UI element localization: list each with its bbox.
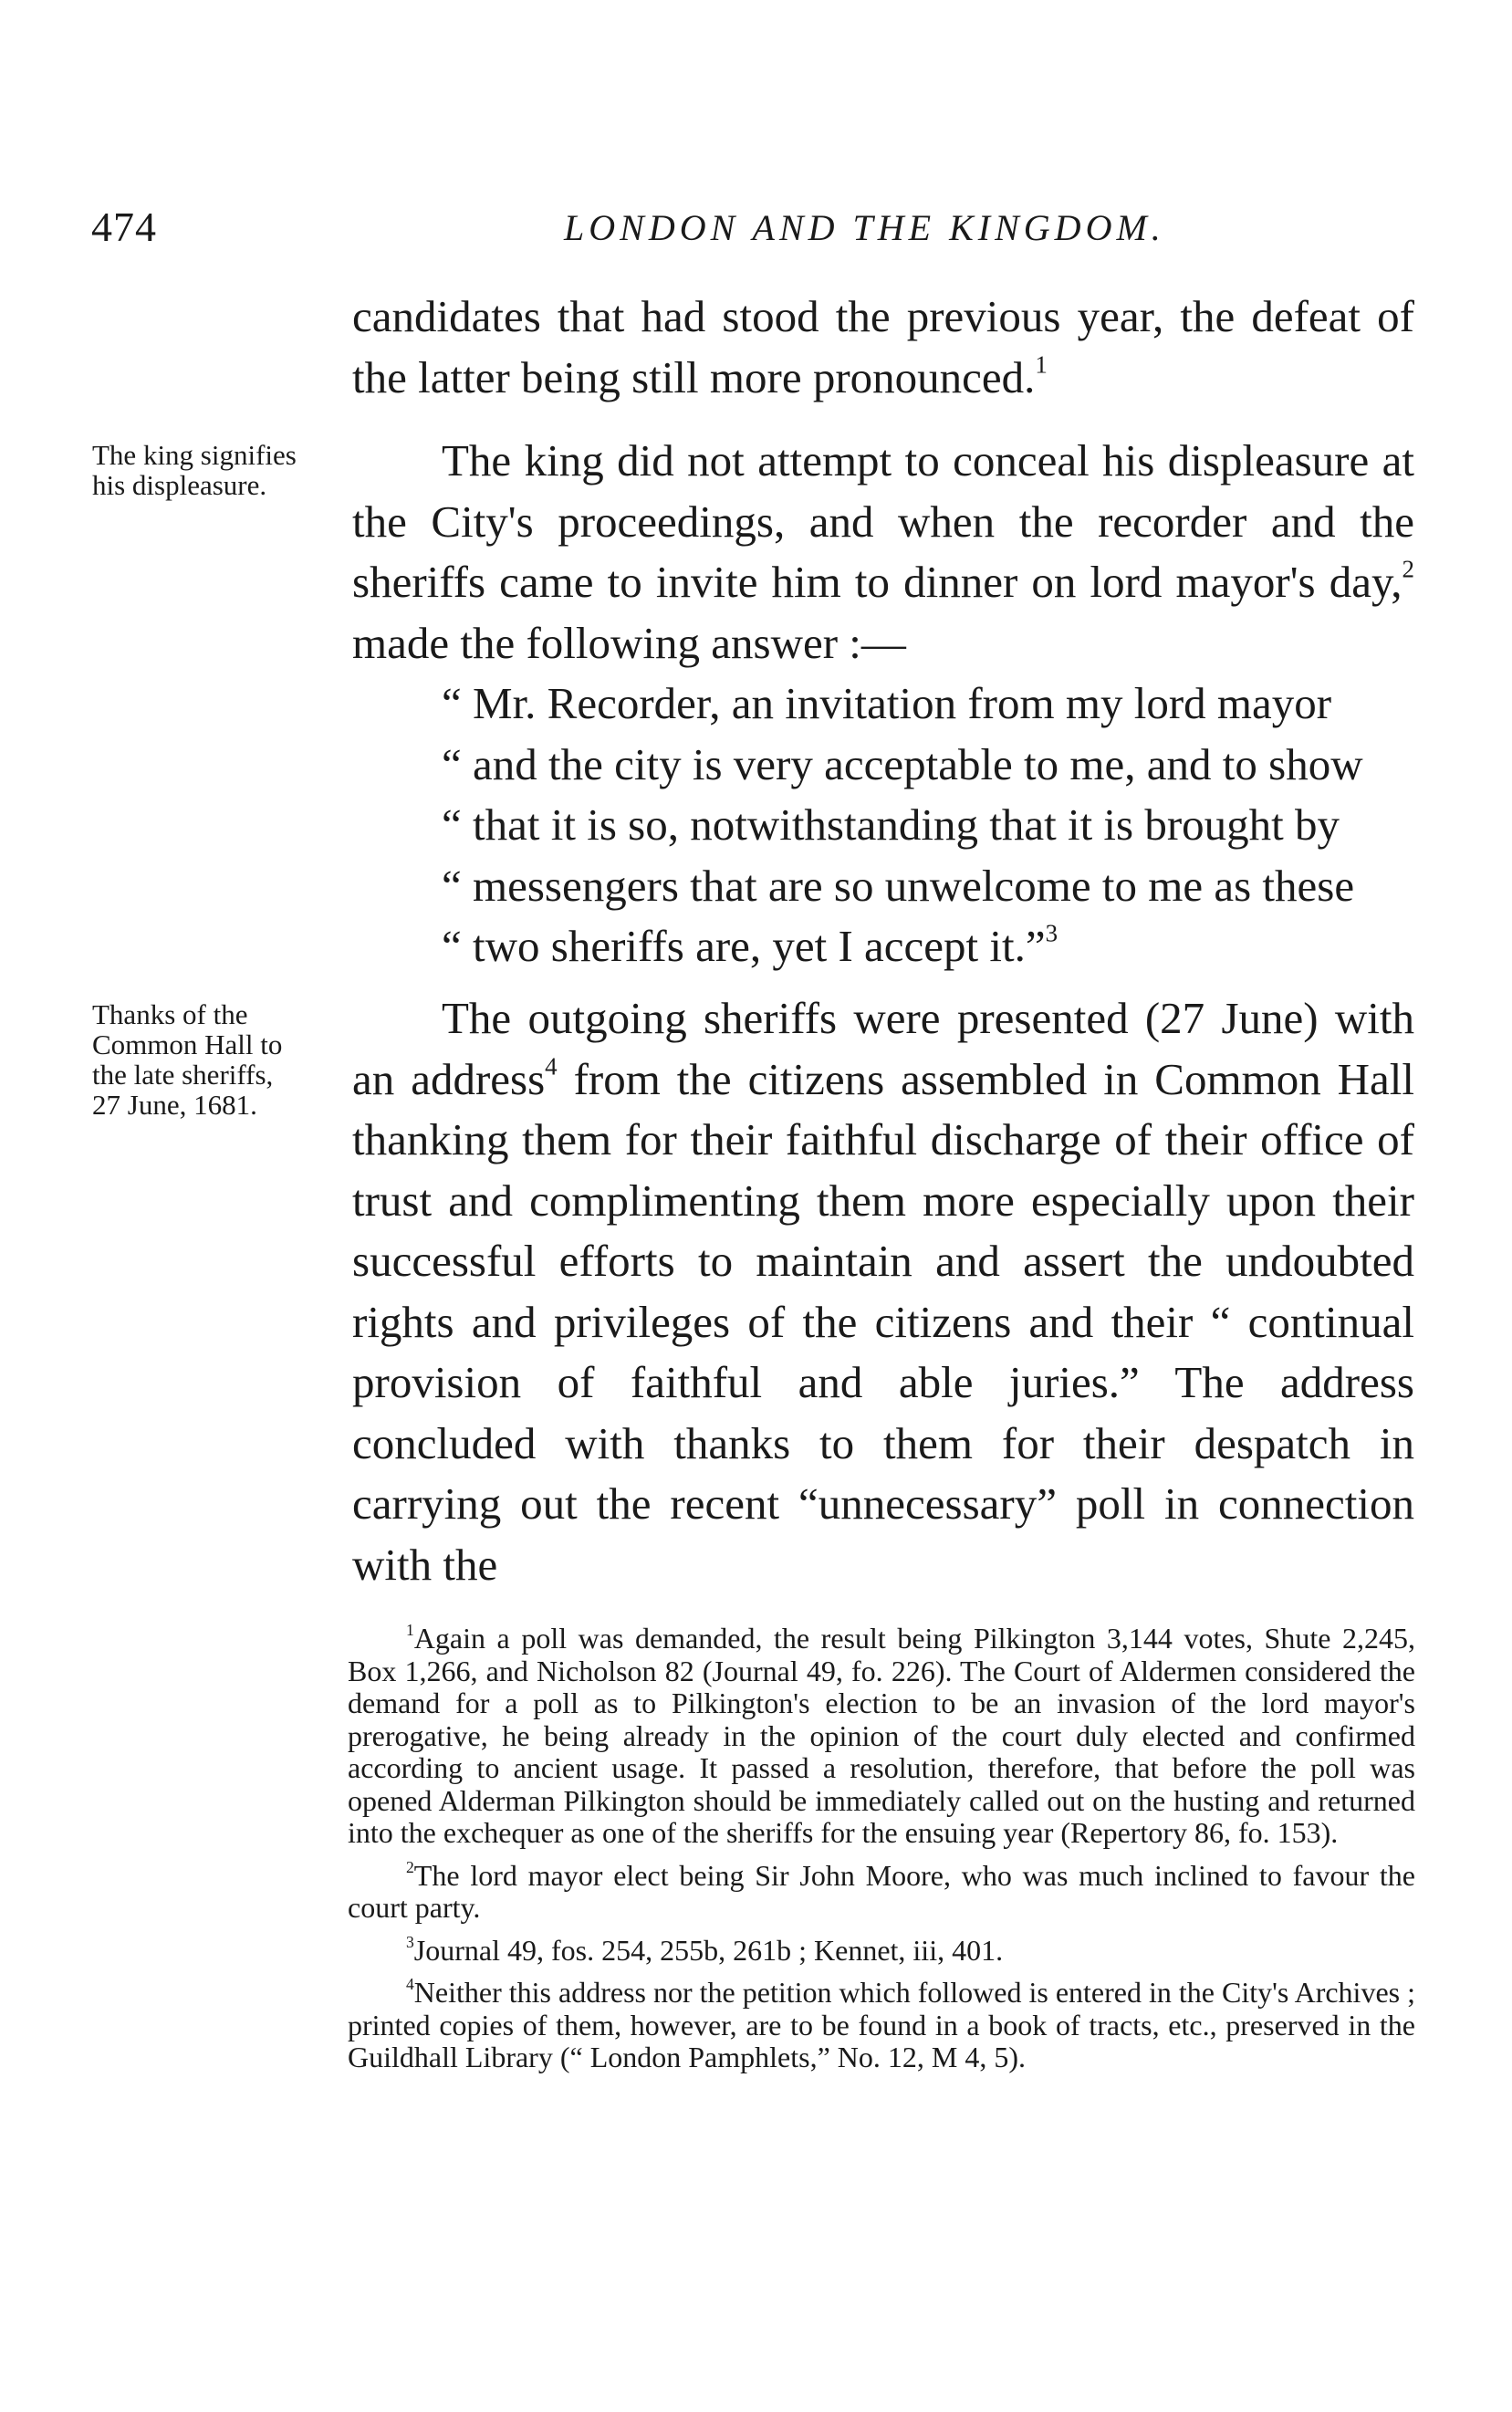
footnote-text: Again a poll was demanded, the result being Pilkington 3,144 votes, Shute 2,245, Box 1,266, and Nicholson 82 (Journal 49, fo. 226). The Court of Aldermen considered the demand for a poll as to Pilkington's election to be an invasion of the lord mayor's prerogative, he being already in the opinion of the court duly elected and confirmed according to ancient usage. It passed a resolution, therefore, that before the poll was opened Alderman Pilkington should be immediately called out on the husting and returned into the exchequer as one of the sheriffs for the ensuing year (Repertory 86, fo. 153). (348, 1622, 1415, 1849)
footnote-4 (348, 1974, 1415, 2074)
footnote-text: Journal 49, fos. 254, 255b, 261b ; Kennet, iii, 401. (413, 1933, 1004, 1967)
footnote-mark: 4 (406, 1974, 414, 1993)
footnote-ref: 1 (1035, 350, 1048, 378)
footnote-ref: 3 (1045, 919, 1058, 947)
paragraph-text: made the following answer :— (352, 617, 906, 668)
quote-line: “ Mr. Recorder, an invitation from my lord mayor (442, 678, 1332, 728)
sidenote-thanks-common-hall: Thanks of the Common Hall to the late sheriffs, 27 June, 1681. (92, 998, 283, 1121)
footnote-mark: 1 (406, 1620, 414, 1639)
paragraph-text: The outgoing sheriffs were presented (27 June) with an address (352, 993, 1414, 1104)
paragraph-continuation (352, 287, 1414, 408)
paragraph-king-answer (352, 431, 1414, 977)
page-header (91, 203, 1414, 257)
footnote-2 (348, 1857, 1415, 1925)
running-head: LONDON AND THE KINGDOM. (564, 207, 1165, 248)
footnote-1 (348, 1620, 1415, 1850)
quote-line: “ messengers that are so unwelcome to me as these (442, 860, 1355, 911)
footnote-ref: 2 (1402, 555, 1414, 583)
paragraph-text: from the citizens assembled in Common Hall thanking them for their faithful discharge of their office of trust and complimenting them more especially upon their successful efforts to maintain and assert the undoubted rights and privileges of the citizens and their “ continual provision of faithful and able juries.” The address concluded with thanks to them for their despatch in carrying out the recent “unnecessary” poll in connection with the (352, 1053, 1415, 1590)
quote-text: “ two sheriffs are, yet I accept it.” (442, 921, 1046, 971)
footnote-mark: 3 (406, 1932, 414, 1951)
footnotes (348, 1620, 1415, 2084)
paragraph-outgoing-sheriffs (352, 988, 1414, 1595)
quote-line: “ that it is so, notwithstanding that it is brought by (442, 799, 1340, 850)
quote-line-final (352, 916, 1414, 977)
sidenote-king-displeasure: The king signifies his displeasure. (92, 439, 297, 501)
footnote-3 (348, 1932, 1415, 1968)
page-number: 474 (91, 204, 157, 250)
paragraph-text: candidates that had stood the previous year, the defeat of the latter being still more pronounced. (352, 291, 1414, 402)
paragraph-text: The king did not attempt to conceal his displeasure at the City's proceedings, and when the recorder and the sheriffs came to invite him to dinner on lord mayor's day, (352, 435, 1414, 607)
quote-line: “ and the city is very acceptable to me, and to show (442, 738, 1363, 789)
footnote-ref: 4 (545, 1051, 558, 1080)
footnote-text: The lord mayor elect being Sir John Moore, who was much inclined to favour the court party. (348, 1858, 1415, 1924)
footnote-text: Neither this address nor the petition which followed is entered in the City's Archives ; printed copies of them, however, are to be found in a book of tracts, etc., preserved in the Guildhall Library (“ London Pamphlets,” No. 12, M 4, 5). (348, 1976, 1415, 2073)
footnote-mark: 2 (406, 1857, 414, 1876)
